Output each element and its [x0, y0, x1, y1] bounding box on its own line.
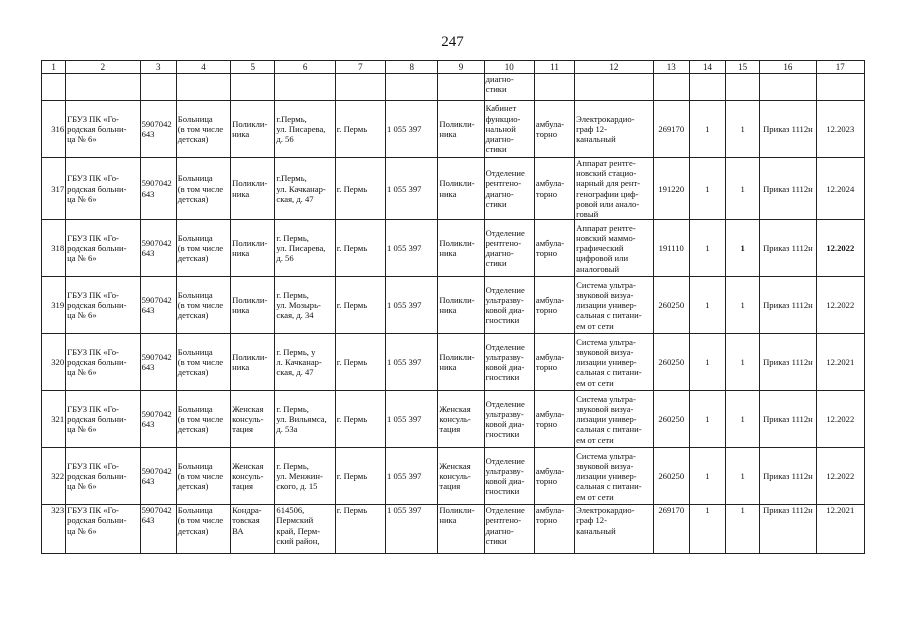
table-cell: Отделение ультразву- ковой диа- гностики — [484, 277, 534, 334]
table-cell: Система ультра- звуковой визуа- лизации универ- сальная с питани- ем от сети — [575, 334, 653, 391]
table-cell: г. Пермь — [335, 101, 385, 158]
table-cell: Приказ 1112н — [760, 101, 816, 158]
table-cell: Поликли- ника — [438, 277, 484, 334]
column-header: 9 — [438, 61, 484, 74]
equipment-table — [41, 60, 865, 554]
table-cell: 1 — [689, 334, 725, 391]
column-header: 1 — [42, 61, 66, 74]
table-cell: ГБУЗ ПК «Го- родская больни- ца № 6» — [66, 334, 140, 391]
table-cell: Женская консуль- тация — [231, 448, 275, 505]
table-cell: 191110 — [653, 220, 689, 277]
table-cell: амбула- торно — [534, 505, 574, 554]
table-cell: Поликли- ника — [438, 220, 484, 277]
table-cell: 12.2024 — [816, 158, 864, 220]
table-cell: г. Пермь — [335, 158, 385, 220]
table-cell: Приказ 1112н — [760, 334, 816, 391]
table-cell: Больница (в том числе детская) — [176, 220, 230, 277]
table-cell: 1 055 397 — [386, 220, 438, 277]
table-cell — [760, 74, 816, 101]
table-cell: амбула- торно — [534, 158, 574, 220]
table-cell: 1 055 397 — [386, 277, 438, 334]
table-cell: 260250 — [653, 334, 689, 391]
table-cell: Поликли- ника — [438, 334, 484, 391]
table-cell: Система ультра- звуковой визуа- лизации универ- сальная с питани- ем от сети — [575, 391, 653, 448]
table-cell: г. Пермь, ул. Мозырь- ская, д. 34 — [275, 277, 335, 334]
table-cell: 1 — [689, 448, 725, 505]
table-cell: 1 — [689, 505, 725, 554]
table-cell: 1 — [689, 220, 725, 277]
table-cell: Женская консуль- тация — [438, 391, 484, 448]
table-cell: 5907042 643 — [140, 334, 176, 391]
table-cell: г. Пермь — [335, 334, 385, 391]
table-cell: 260250 — [653, 448, 689, 505]
table-cell: Электрокардио- граф 12- канальный — [575, 101, 653, 158]
table-cell: 260250 — [653, 277, 689, 334]
table-cell: 191220 — [653, 158, 689, 220]
table-cell: 1 — [726, 101, 760, 158]
column-header: 7 — [335, 61, 385, 74]
table-cell: 320 — [42, 334, 66, 391]
table-cell: 1 055 397 — [386, 391, 438, 448]
table-cell: Поликли- ника — [438, 505, 484, 554]
table-cell: 12.2021 — [816, 334, 864, 391]
table-cell — [386, 74, 438, 101]
table-cell — [140, 74, 176, 101]
table-cell: амбула- торно — [534, 334, 574, 391]
table-cell: 1 055 397 — [386, 505, 438, 554]
table-cell: г. Пермь — [335, 448, 385, 505]
table-cell: амбула- торно — [534, 220, 574, 277]
table-cell: Больница (в том числе детская) — [176, 334, 230, 391]
table-cell — [42, 74, 66, 101]
table-cell: ГБУЗ ПК «Го- родская больни- ца № 6» — [66, 448, 140, 505]
table-cell: Больница (в том числе детская) — [176, 391, 230, 448]
table-cell: амбула- торно — [534, 448, 574, 505]
table-cell: 317 — [42, 158, 66, 220]
table-cell — [653, 74, 689, 101]
table-cell: ГБУЗ ПК «Го- родская больни- ца № 6» — [66, 158, 140, 220]
table-cell: 12.2021 — [816, 505, 864, 554]
table-cell: Электрокардио- граф 12- канальный — [575, 505, 653, 554]
table-cell: Поликли- ника — [231, 334, 275, 391]
table-cell: диагно- стики — [484, 74, 534, 101]
table-cell: Поликли- ника — [231, 101, 275, 158]
table-row — [42, 505, 865, 554]
table-cell: 321 — [42, 391, 66, 448]
table-row — [42, 101, 865, 158]
table-cell: г. Пермь — [335, 220, 385, 277]
table-cell: Приказ 1112н — [760, 448, 816, 505]
table-cell: 1 055 397 — [386, 448, 438, 505]
table-cell — [275, 74, 335, 101]
table-row — [42, 391, 865, 448]
column-header: 6 — [275, 61, 335, 74]
table-row — [42, 220, 865, 277]
table-cell: 12.2022 — [816, 448, 864, 505]
table-cell: Больница (в том числе детская) — [176, 277, 230, 334]
table-cell: Аппарат рентге- новский стацио- нарный для рент- генографии циф- ровой или анало- говый — [575, 158, 653, 220]
table-cell: 1 055 397 — [386, 158, 438, 220]
table-cell: ГБУЗ ПК «Го- родская больни- ца № 6» — [66, 505, 140, 554]
column-header: 15 — [726, 61, 760, 74]
table-cell: 12.2023 — [816, 101, 864, 158]
table-cell: 5907042 643 — [140, 391, 176, 448]
table-row — [42, 448, 865, 505]
table-cell: 1 055 397 — [386, 101, 438, 158]
table-cell: Отделение ультразву- ковой диа- гностики — [484, 334, 534, 391]
table-cell: г. Пермь — [335, 277, 385, 334]
column-header: 17 — [816, 61, 864, 74]
table-cell: 614506, Пермский край, Перм- ский район, — [275, 505, 335, 554]
table-cell: ГБУЗ ПК «Го- родская больни- ца № 6» — [66, 101, 140, 158]
table-cell: 5907042 643 — [140, 101, 176, 158]
table-cell: Поликли- ника — [438, 158, 484, 220]
table-cell: 1 055 397 — [386, 334, 438, 391]
table-cell: 319 — [42, 277, 66, 334]
table-cell: 323 — [42, 505, 66, 554]
table-cell: Больница (в том числе детская) — [176, 448, 230, 505]
table-cell: Отделение ультразву- ковой диа- гностики — [484, 391, 534, 448]
table-cell: 316 — [42, 101, 66, 158]
table-cell: амбула- торно — [534, 391, 574, 448]
table-cell: Отделение ультразву- ковой диа- гностики — [484, 448, 534, 505]
table-cell: Приказ 1112н — [760, 277, 816, 334]
column-header: 2 — [66, 61, 140, 74]
table-cell: 269170 — [653, 101, 689, 158]
table-cell: г.Пермь, ул. Качканар- ская, д. 47 — [275, 158, 335, 220]
table-cell: Приказ 1112н — [760, 220, 816, 277]
continuation-row — [42, 74, 865, 101]
table-cell: г. Пермь, ул. Вильямса, д. 53а — [275, 391, 335, 448]
table-cell — [66, 74, 140, 101]
table-cell — [335, 74, 385, 101]
table-cell — [534, 74, 574, 101]
column-header: 8 — [386, 61, 438, 74]
table-cell: Отделение рентгено- диагно- стики — [484, 220, 534, 277]
table-cell: 12.2022 — [816, 277, 864, 334]
table-cell: Больница (в том числе детская) — [176, 505, 230, 554]
column-header: 3 — [140, 61, 176, 74]
table-cell: Приказ 1112н — [760, 158, 816, 220]
table-cell: амбула- торно — [534, 101, 574, 158]
table-row — [42, 334, 865, 391]
table-cell — [231, 74, 275, 101]
table-cell: 1 — [689, 277, 725, 334]
table-cell — [438, 74, 484, 101]
table-cell: 1 — [726, 448, 760, 505]
table-cell — [816, 74, 864, 101]
table-cell — [176, 74, 230, 101]
column-header: 10 — [484, 61, 534, 74]
table-cell: г. Пермь, у л. Качканар- ская, д. 47 — [275, 334, 335, 391]
table-cell: г. Пермь, ул. Писарева, д. 56 — [275, 220, 335, 277]
table-cell — [575, 74, 653, 101]
table-cell: 1 — [689, 158, 725, 220]
column-header: 4 — [176, 61, 230, 74]
table-cell: 5907042 643 — [140, 277, 176, 334]
table-cell: Поликли- ника — [231, 220, 275, 277]
table-body — [42, 61, 865, 554]
table-cell: 1 — [726, 158, 760, 220]
table-cell: Больница (в том числе детская) — [176, 158, 230, 220]
table-cell: г.Пермь, ул. Писарева, д. 56 — [275, 101, 335, 158]
table-cell: г. Пермь — [335, 505, 385, 554]
table-row — [42, 158, 865, 220]
table-cell: Поликли- ника — [231, 277, 275, 334]
table-cell: ГБУЗ ПК «Го- родская больни- ца № 6» — [66, 220, 140, 277]
table-cell: 1 — [726, 277, 760, 334]
table-cell: Приказ 1112н — [760, 391, 816, 448]
header-row — [42, 61, 865, 74]
table-cell: 1 — [726, 505, 760, 554]
table-cell: ГБУЗ ПК «Го- родская больни- ца № 6» — [66, 391, 140, 448]
table-cell: 5907042 643 — [140, 448, 176, 505]
table-cell: амбула- торно — [534, 277, 574, 334]
table-cell: Кабинет функцио- нальной диагно- стики — [484, 101, 534, 158]
table-cell: Отделение рентгено- диагно- стики — [484, 505, 534, 554]
table-cell: Поликли- ника — [438, 101, 484, 158]
table-cell: Женская консуль- тация — [438, 448, 484, 505]
table-cell: 5907042 643 — [140, 220, 176, 277]
table-cell: Приказ 1112н — [760, 505, 816, 554]
column-header: 13 — [653, 61, 689, 74]
table-cell: 12.2022 — [816, 391, 864, 448]
table-cell: 318 — [42, 220, 66, 277]
table-cell: 269170 — [653, 505, 689, 554]
table-cell: 12.2022 — [816, 220, 864, 277]
table-cell — [726, 74, 760, 101]
table-cell: Система ультра- звуковой визуа- лизации универ- сальная с питани- ем от сети — [575, 448, 653, 505]
table-cell: г. Пермь, ул. Менжин- ского, д. 15 — [275, 448, 335, 505]
column-header: 5 — [231, 61, 275, 74]
column-header: 14 — [689, 61, 725, 74]
table-cell: 1 — [689, 391, 725, 448]
table-cell: Отделение рентгено- диагно- стики — [484, 158, 534, 220]
table-cell: Поликли- ника — [231, 158, 275, 220]
table-cell: 1 — [726, 220, 760, 277]
table-cell — [689, 74, 725, 101]
table-cell: 322 — [42, 448, 66, 505]
table-row — [42, 277, 865, 334]
page-number: 247 — [441, 34, 464, 50]
table-cell: 5907042 643 — [140, 505, 176, 554]
table-cell: Аппарат рентге- новский маммо- графический цифровой или аналоговый — [575, 220, 653, 277]
column-header: 16 — [760, 61, 816, 74]
table-cell: Женская консуль- тация — [231, 391, 275, 448]
table-cell: 1 — [689, 101, 725, 158]
column-header: 12 — [575, 61, 653, 74]
table-cell: Кондра- товская ВА — [231, 505, 275, 554]
table-cell: 1 — [726, 334, 760, 391]
table-cell: Больница (в том числе детская) — [176, 101, 230, 158]
table-cell: 260250 — [653, 391, 689, 448]
table-cell: г. Пермь — [335, 391, 385, 448]
table-cell: Система ультра- звуковой визуа- лизации универ- сальная с питани- ем от сети — [575, 277, 653, 334]
table-cell: 5907042 643 — [140, 158, 176, 220]
column-header: 11 — [534, 61, 574, 74]
table-cell: ГБУЗ ПК «Го- родская больни- ца № 6» — [66, 277, 140, 334]
table-cell: 1 — [726, 391, 760, 448]
